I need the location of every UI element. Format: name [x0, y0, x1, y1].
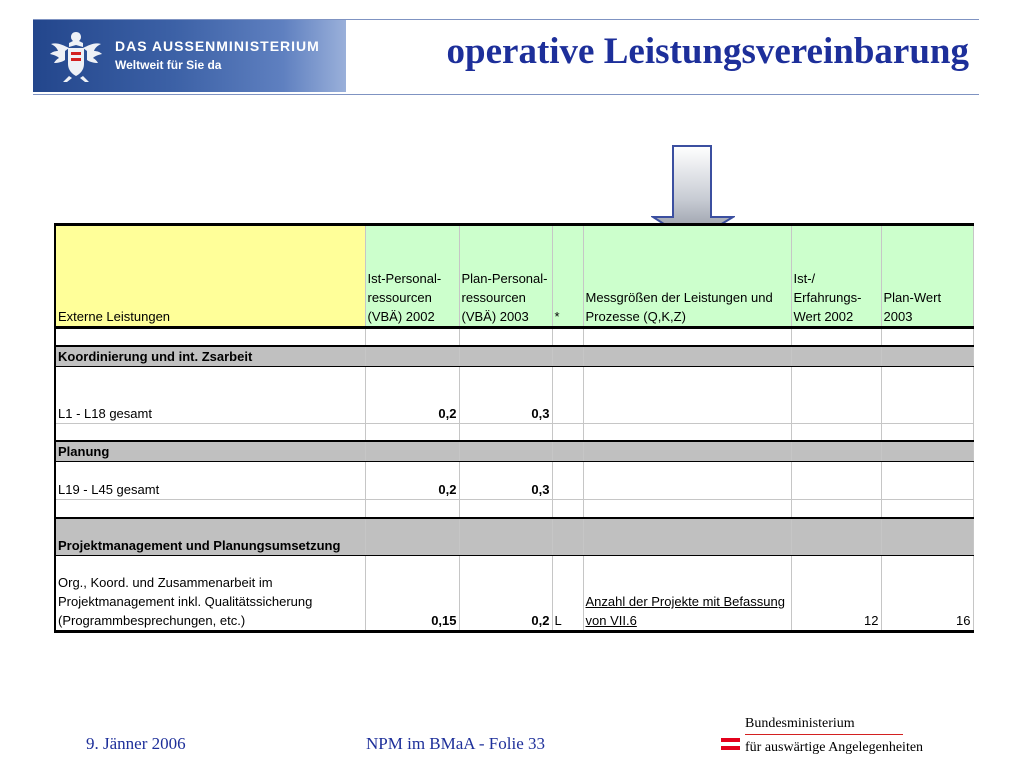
- header-measures: Messgrößen der Leistungen und Prozesse (Q,K,Z): [583, 225, 791, 328]
- austrian-flag-icon: [721, 738, 740, 750]
- logo-text-line1: DAS AUSSENMINISTERIUM: [115, 38, 320, 54]
- row-label: Org., Koord. und Zusammenarbeit im Projektmanagement inkl. Qualitätssicherung (Programmbesprechungen, etc.): [55, 556, 365, 632]
- plan-value: 0,2: [459, 556, 552, 632]
- table-row: [55, 366, 973, 423]
- header-external-services: Externe Leistungen: [55, 225, 365, 328]
- plan-wert-value: 16: [881, 556, 973, 632]
- slide-title: operative Leistungsvereinbarung: [446, 31, 969, 72]
- table-group-row: [55, 518, 973, 556]
- ist-value: 0,2: [365, 366, 459, 423]
- ministry-name-line2: für auswärtige Angelegenheiten: [745, 740, 924, 755]
- ist-wert-value: 12: [791, 556, 881, 632]
- table-group-row: [55, 346, 973, 367]
- group-label: Koordinierung und int. Zsarbeit: [55, 346, 365, 367]
- header-plan-wert: Plan-Wert 2003: [881, 225, 973, 328]
- austrian-eagle-icon: [47, 26, 105, 86]
- measure-text: Anzahl der Projekte mit Befassung von VII.6: [583, 556, 791, 632]
- table-row: [55, 556, 973, 632]
- table-row: [55, 328, 973, 346]
- footer-slide-number: NPM im BMaA - Folie 33: [366, 734, 545, 753]
- ist-value: 0,15: [365, 556, 459, 632]
- group-label: Planung: [55, 441, 365, 462]
- table-row: [55, 500, 973, 518]
- plan-value: 0,3: [459, 462, 552, 500]
- table-row: [55, 423, 973, 441]
- header-plan-personal: Plan-Personal-ressourcen (VBÄ) 2003: [459, 225, 552, 328]
- row-label: L1 - L18 gesamt: [55, 366, 365, 423]
- star-value: L: [552, 556, 583, 632]
- footer-date: 9. Jänner 2006: [86, 734, 186, 753]
- ministry-logo: [33, 20, 346, 92]
- logo-text-line2: Weltweit für Sie da: [115, 58, 222, 72]
- group-label: Projektmanagement und Planungsumsetzung: [55, 518, 365, 556]
- table-group-row: [55, 441, 973, 462]
- table-header-row: [55, 225, 973, 328]
- ministry-divider: [745, 734, 903, 735]
- ministry-name-line1: Bundesministerium: [745, 716, 855, 731]
- table-row: [55, 462, 973, 500]
- header-star: *: [552, 225, 583, 328]
- header-ist-personal: Ist-Personal-ressourcen (VBÄ) 2002: [365, 225, 459, 328]
- performance-table: [54, 223, 972, 633]
- row-label: L19 - L45 gesamt: [55, 462, 365, 500]
- ist-value: 0,2: [365, 462, 459, 500]
- header-ist-wert: Ist-/ Erfahrungs-Wert 2002: [791, 225, 881, 328]
- plan-value: 0,3: [459, 366, 552, 423]
